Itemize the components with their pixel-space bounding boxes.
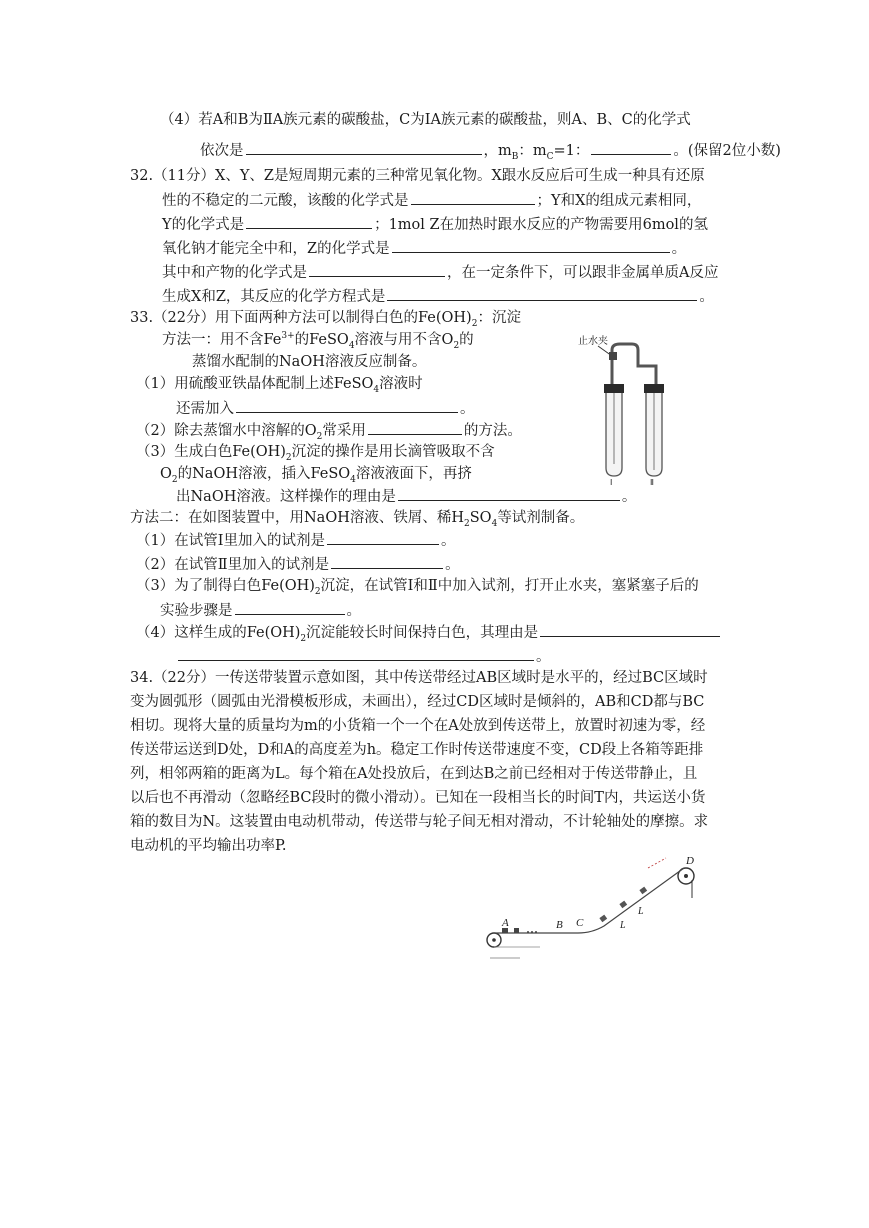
- q33-m2-item4-line1: [136, 622, 722, 643]
- label-b: B: [556, 919, 563, 931]
- q33-line1: [130, 308, 521, 328]
- q31-item4-line1: （4）若A和B为ⅡA族元素的碳酸盐，C为ⅠA族元素的碳酸盐，则A、B、C的化学式: [160, 112, 691, 128]
- q34-line3: 相切。现将大量的质量均为m的小货箱一个一个在A处放到传送带上，放置时初速为零，经: [130, 718, 706, 734]
- box-icon: [514, 928, 519, 933]
- q34-line1: 34.（22分）一传送带装置示意如图，其中传送带经过AB区域时是水平的，经过BC区域时: [130, 670, 708, 686]
- text: 33.（22分）用下面两种方法可以制得白色的Fe(OH): [130, 310, 472, 326]
- text: 溶液与用不含O: [354, 332, 454, 348]
- text: 的NaOH溶液，插入FeSO: [177, 466, 351, 482]
- text: ；1mol Z在加热时跟水反应的产物需要用6mol的氢: [374, 217, 708, 233]
- q33-method2: [130, 508, 584, 528]
- pulley-a-axle: [492, 938, 496, 942]
- box-icon: [639, 887, 647, 895]
- text: 常采用: [322, 423, 366, 439]
- subscript: 4: [348, 340, 355, 351]
- label-l2: L: [638, 906, 644, 917]
- text: 沉淀的操作是用长滴管吸取不含: [291, 444, 495, 460]
- text: 的方法。: [463, 423, 522, 439]
- answer-blank[interactable]: [236, 398, 458, 413]
- text: （3）为了制得白色Fe(OH): [136, 578, 315, 594]
- stopper-2: [644, 384, 664, 393]
- clamp-label: 止水夹: [578, 336, 608, 347]
- text: 实验步骤是: [160, 603, 233, 619]
- label-d: D: [686, 855, 694, 867]
- text: 。: [536, 649, 551, 665]
- q32-line4: [162, 238, 686, 259]
- answer-blank[interactable]: [392, 238, 670, 253]
- answer-blank[interactable]: [368, 420, 462, 435]
- q33-item1-line2: [176, 398, 475, 419]
- box-icon: [619, 901, 627, 909]
- q31-item4-line2: [200, 140, 781, 161]
- subscript: 2: [300, 633, 307, 644]
- motion-arrow: [648, 858, 666, 868]
- superscript: 3+: [281, 331, 295, 342]
- text: Y的化学式是: [162, 217, 245, 233]
- q34-line5: 列，相邻两箱的距离为L。每个箱在A处投放后，在到达B之前已经相对于传送带静止，且: [130, 766, 698, 782]
- subscript: 2: [453, 340, 460, 351]
- answer-blank[interactable]: [398, 486, 620, 501]
- belt-top: [494, 868, 684, 933]
- text: 方法二：在如图装置中，用NaOH溶液、铁屑、稀H: [130, 510, 465, 526]
- text: 。: [671, 241, 687, 257]
- text: 。: [460, 401, 475, 417]
- text: 依次是: [200, 143, 244, 159]
- subscript: B: [511, 151, 519, 162]
- text: ，m: [483, 143, 512, 159]
- text: ；Y和X的组成元素相同，: [536, 193, 702, 209]
- text: 其中和产物的化学式是: [162, 265, 307, 281]
- q33-m2-item1: [136, 530, 455, 551]
- subscript: 2: [471, 318, 478, 329]
- text: （2）在试管Ⅱ里加入的试剂是: [136, 557, 330, 573]
- answer-blank[interactable]: [540, 622, 720, 637]
- conveyor-belt-figure: [480, 850, 710, 965]
- text: 性的不稳定的二元酸，该酸的化学式是: [162, 193, 409, 209]
- text: O: [160, 466, 172, 482]
- answer-blank[interactable]: [591, 140, 671, 155]
- test-tube-apparatus-figure: [576, 326, 672, 486]
- q33-item3-line3: [176, 486, 636, 507]
- q34-line2: 变为圆弧形（圆弧由光滑模板形成，未画出），经过CD区域时是倾斜的，AB和CD都与BC: [130, 694, 705, 710]
- subscript: C: [546, 151, 554, 162]
- answer-blank[interactable]: [387, 286, 697, 301]
- text: 沉淀，在试管Ⅰ和Ⅱ中加入试剂，打开止水夹，塞紧塞子后的: [320, 578, 699, 594]
- stopper-1: [604, 384, 624, 393]
- q33-method1-line1: [162, 330, 474, 350]
- q32-line1: 32.（11分）X、Y、Z是短周期元素的三种常见氧化物。X跟水反应后可生成一种具有还原: [130, 168, 705, 184]
- q33-m2-item3-line2: [160, 600, 361, 621]
- text: 的: [459, 332, 474, 348]
- text: 方法一：用不含Fe: [162, 332, 282, 348]
- text: 。: [699, 289, 714, 305]
- q33-m2-item4-line2: [176, 646, 551, 667]
- text: 。: [346, 603, 361, 619]
- q32-line3: [162, 214, 708, 235]
- text: 氧化钠才能完全中和，Z的化学式是: [162, 241, 390, 257]
- text: 等试剂制备。: [497, 510, 585, 526]
- text: ：m: [518, 143, 547, 159]
- subscript: 4: [491, 518, 498, 529]
- q33-item3-line1: [136, 442, 495, 462]
- text: 还需加入: [176, 401, 234, 417]
- text: 生成X和Z，其反应的化学方程式是: [162, 289, 386, 305]
- tube-2-label: Ⅱ: [650, 478, 654, 486]
- q33-item2: [136, 420, 522, 441]
- subscript: 2: [285, 452, 292, 463]
- q34-line6: 以后也不再滑动（忽略经BC段时的微小滑动）。已知在一段相当长的时间T内，共运送小货: [130, 790, 706, 806]
- pulley-d-axle: [684, 874, 688, 878]
- text: （3）生成白色Fe(OH): [136, 444, 286, 460]
- text: 溶液液面下，再挤: [355, 466, 472, 482]
- text: （1）在试管Ⅰ里加入的试剂是: [136, 533, 325, 549]
- text: SO: [469, 510, 492, 526]
- label-a: A: [502, 917, 509, 929]
- text: 。: [445, 557, 460, 573]
- answer-blank[interactable]: [411, 190, 535, 205]
- connecting-tube: [612, 344, 656, 384]
- text: （4）这样生成的Fe(OH): [136, 625, 301, 641]
- answer-blank[interactable]: [309, 262, 445, 277]
- text: 溶液时: [379, 376, 423, 392]
- text: 出NaOH溶液。这样操作的理由是: [176, 489, 396, 505]
- text: （1）用硫酸亚铁晶体配制上述FeSO: [136, 376, 374, 392]
- text: （2）除去蒸馏水中溶解的O: [136, 423, 317, 439]
- box-icon: [599, 915, 607, 923]
- dot: [535, 931, 537, 933]
- q32-line5: [162, 262, 718, 283]
- q34-line8: 电动机的平均输出功率P.: [130, 838, 287, 854]
- dot: [527, 931, 529, 933]
- q33-item1-line1: [136, 374, 423, 394]
- clamp-icon: [609, 352, 617, 360]
- subscript: 2: [316, 431, 323, 442]
- answer-blank[interactable]: [331, 554, 443, 569]
- tube-1-label: Ⅰ: [610, 478, 613, 486]
- text: 。: [621, 489, 637, 505]
- q32-line2: [162, 190, 701, 211]
- q33-method1-line2: 蒸馏水配制的NaOH溶液反应制备。: [192, 354, 427, 370]
- subscript: 4: [350, 474, 356, 485]
- text: 沉淀能较长时间保持白色，其理由是: [306, 625, 539, 641]
- answer-blank[interactable]: [178, 646, 534, 661]
- answer-blank[interactable]: [327, 530, 439, 545]
- answer-blank[interactable]: [246, 140, 482, 155]
- text: 。(保留2位小数): [673, 143, 781, 159]
- q33-m2-item2: [136, 554, 460, 575]
- answer-blank[interactable]: [235, 600, 345, 615]
- subscript: 2: [171, 474, 178, 485]
- q34-line7: 箱的数目为N。这装置由电动机带动，传送带与轮子间无相对滑动，不计轮轴处的摩擦。求: [130, 814, 709, 830]
- text: 。: [440, 533, 456, 549]
- label-l1: L: [620, 920, 626, 931]
- label-c: C: [576, 917, 584, 929]
- text: 的FeSO: [294, 332, 349, 348]
- dot: [531, 931, 533, 933]
- text: =1：: [553, 143, 590, 159]
- q34-line4: 传送带运送到D处，D和A的高度差为h。稳定工作时传送带速度不变，CD段上各箱等距排: [130, 742, 704, 758]
- q33-m2-item3-line1: [136, 576, 699, 596]
- q33-item3-line2: [160, 464, 472, 484]
- subscript: 2: [314, 586, 321, 597]
- q32-line6: [162, 286, 714, 307]
- subscript: 4: [373, 384, 380, 395]
- answer-blank[interactable]: [246, 214, 372, 229]
- subscript: 2: [464, 518, 470, 529]
- text: ，在一定条件下，可以跟非金属单质A反应: [447, 265, 719, 281]
- text: ：沉淀: [477, 310, 521, 326]
